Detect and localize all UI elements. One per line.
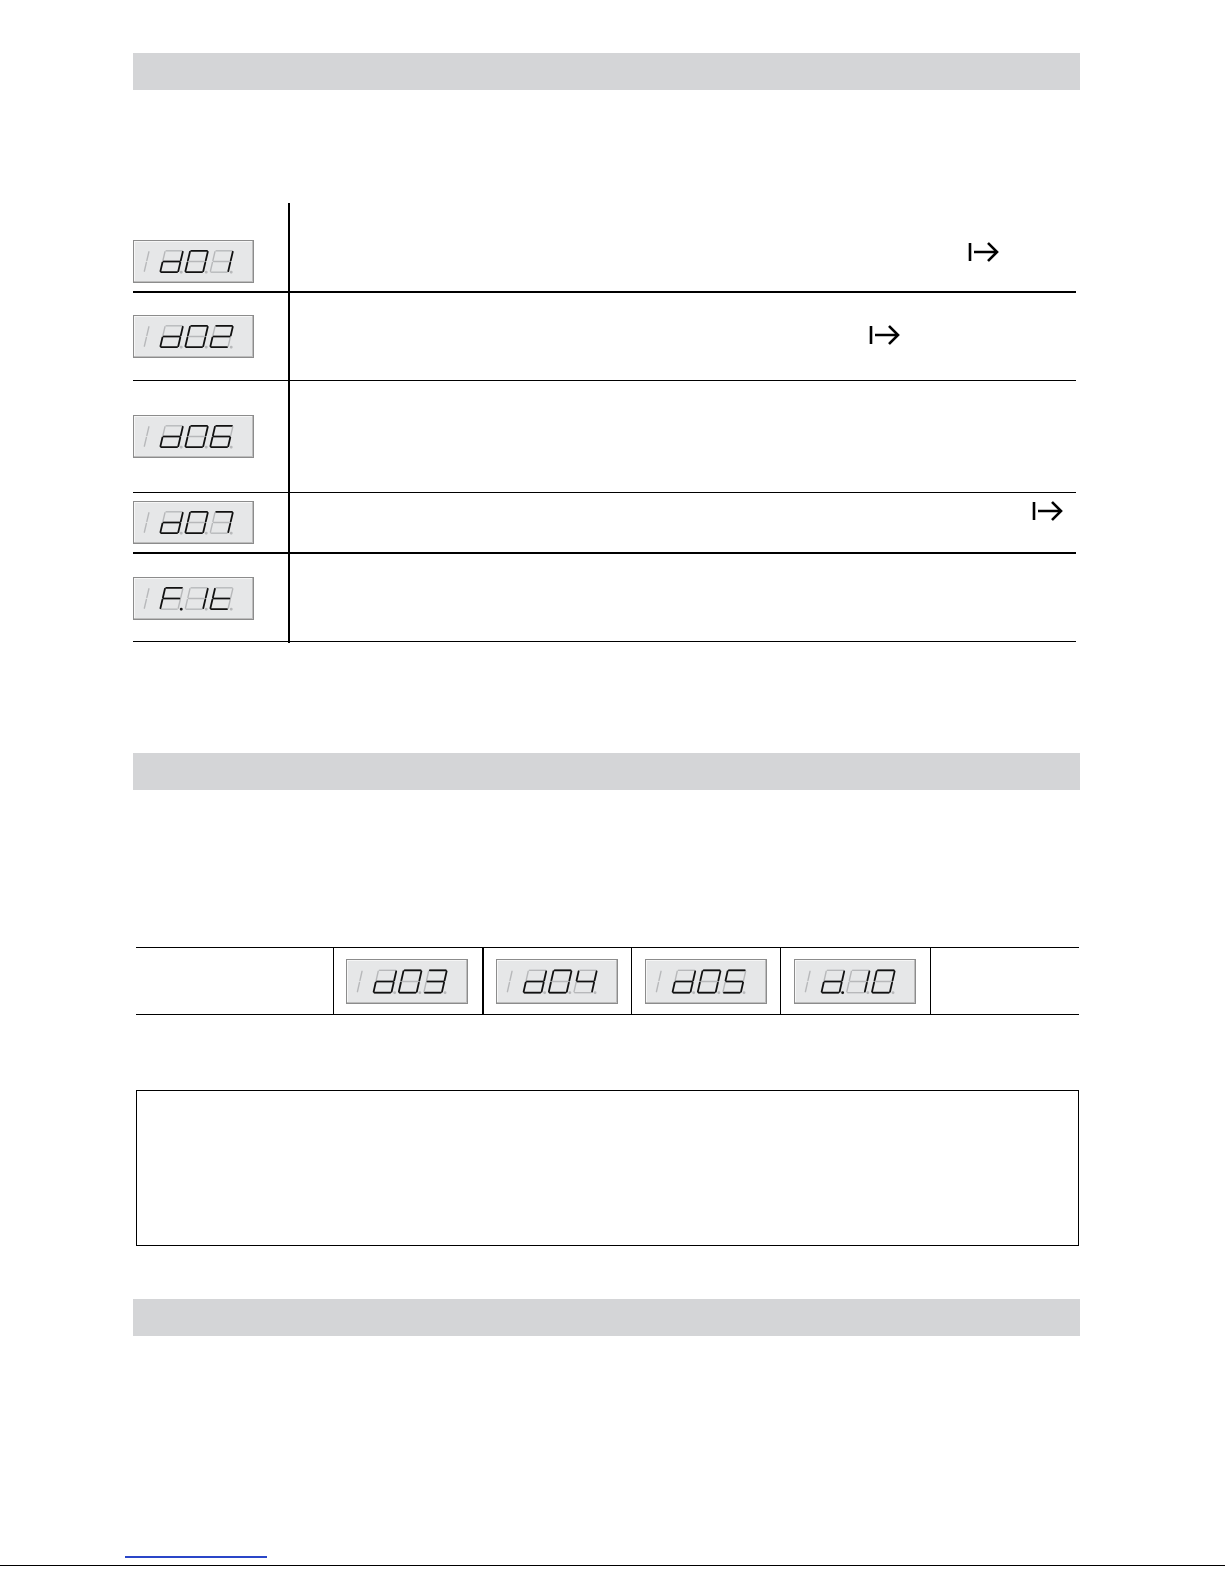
decimal-point-unlit <box>866 991 869 994</box>
display-row-divider <box>631 947 632 1015</box>
lit-segment <box>185 338 187 347</box>
display-d07 <box>133 501 254 544</box>
decimal-point-unlit <box>594 991 597 994</box>
decimal-point-unlit <box>205 532 208 535</box>
unlit-segment <box>656 983 658 992</box>
display-d02 <box>133 315 254 358</box>
right-arrow-from-bar-icon <box>868 324 902 346</box>
unlit-segment <box>213 327 215 336</box>
lit-segment <box>188 513 190 522</box>
unlit-segment <box>228 600 230 609</box>
lit-segment <box>822 983 824 992</box>
lit-segment <box>185 438 187 447</box>
lit-segment <box>181 513 183 522</box>
unlit-segment <box>213 252 215 261</box>
unlit-segment <box>147 513 149 522</box>
unlit-segment <box>805 983 807 992</box>
unlit-segment <box>507 983 509 992</box>
unlit-segment <box>824 971 826 980</box>
lit-segment <box>203 438 205 447</box>
unlit-segment <box>231 427 233 436</box>
unlit-segment <box>849 971 851 980</box>
lit-segment <box>698 983 700 992</box>
lit-segment <box>549 983 551 992</box>
unlit-segment <box>210 524 212 533</box>
unlit-segment <box>181 589 183 598</box>
lit-segment <box>181 252 183 261</box>
seven-segment-display-icon <box>795 960 915 1003</box>
lit-segment <box>163 589 165 598</box>
display-d03 <box>346 959 468 1004</box>
display-row-divider <box>482 947 484 1015</box>
lit-segment <box>840 983 842 992</box>
unlit-segment <box>228 338 230 347</box>
lit-segment <box>178 524 180 533</box>
lit-segment <box>228 263 230 272</box>
decimal-point-unlit <box>230 346 233 349</box>
unlit-segment <box>144 263 146 272</box>
seven-segment-display-icon <box>134 502 253 543</box>
unlit-segment <box>163 427 165 436</box>
display-row-divider <box>780 947 781 1015</box>
lit-segment <box>160 338 162 347</box>
lit-segment <box>865 983 867 992</box>
unlit-segment <box>147 327 149 336</box>
decimal-point-unlit <box>418 991 421 994</box>
section-header-bar-1 <box>133 53 1080 90</box>
lit-segment <box>544 971 546 980</box>
table-row-divider <box>133 291 1076 293</box>
lit-segment <box>203 338 205 347</box>
lit-segment <box>228 524 230 533</box>
unlit-segment <box>163 513 165 522</box>
unlit-segment <box>744 971 746 980</box>
decimal-point-unlit <box>180 271 183 274</box>
unlit-segment <box>723 983 725 992</box>
decimal-point-unlit <box>393 991 396 994</box>
lit-segment <box>210 338 212 347</box>
decimal-point-unlit <box>205 346 208 349</box>
decimal-point-unlit <box>230 271 233 274</box>
lit-segment <box>718 971 720 980</box>
lit-segment <box>893 971 895 980</box>
unlit-segment <box>526 971 528 980</box>
lit-segment <box>160 600 162 609</box>
lit-segment <box>231 252 233 261</box>
decimal-point-unlit <box>444 991 447 994</box>
unlit-segment <box>144 600 146 609</box>
decimal-point-unlit <box>180 346 183 349</box>
unlit-segment <box>144 524 146 533</box>
lit-segment <box>228 438 230 447</box>
lit-segment <box>178 438 180 447</box>
lit-segment <box>726 971 728 980</box>
seven-segment-display-icon <box>134 241 253 282</box>
lit-segment <box>401 971 403 980</box>
decimal-point-unlit <box>205 446 208 449</box>
lit-segment <box>185 263 187 272</box>
lit-segment <box>203 524 205 533</box>
right-arrow-from-bar-icon <box>1031 500 1065 522</box>
decimal-point-unlit <box>717 991 720 994</box>
decimal-point-unlit <box>205 608 208 611</box>
lit-segment <box>700 971 702 980</box>
lit-segment <box>160 524 162 533</box>
unlit-segment <box>510 971 512 980</box>
note-box <box>136 1090 1079 1246</box>
decimal-point-unlit <box>743 991 746 994</box>
unlit-segment <box>147 427 149 436</box>
lit-segment <box>203 600 205 609</box>
decimal-point-unlit <box>568 991 571 994</box>
lit-segment <box>595 971 597 980</box>
unlit-segment <box>231 589 233 598</box>
lit-segment <box>419 971 421 980</box>
table-row-divider <box>133 552 1076 554</box>
lit-segment <box>188 327 190 336</box>
table-row-divider <box>133 492 1076 493</box>
seven-segment-display-icon <box>134 578 253 619</box>
lit-segment <box>875 971 877 980</box>
unlit-segment <box>847 983 849 992</box>
lit-segment <box>445 971 447 980</box>
lit-segment <box>542 983 544 992</box>
lit-segment <box>206 252 208 261</box>
display-d06 <box>133 415 254 458</box>
seven-segment-display-icon <box>347 960 467 1003</box>
lit-segment <box>577 971 579 980</box>
lit-segment <box>203 263 205 272</box>
lit-segment <box>842 971 844 980</box>
lit-segment <box>188 252 190 261</box>
table-column-divider <box>288 203 290 643</box>
right-arrow-from-bar-icon <box>967 241 1001 263</box>
lit-segment <box>569 971 571 980</box>
table-row-divider <box>133 380 1076 381</box>
table-bottom-rule <box>133 641 1076 642</box>
lit-segment <box>392 983 394 992</box>
lit-segment <box>181 427 183 436</box>
decimal-point-unlit <box>230 446 233 449</box>
lit-segment <box>867 971 869 980</box>
lit-segment <box>673 983 675 992</box>
lit-segment <box>399 983 401 992</box>
decimal-point-unlit <box>230 608 233 611</box>
lit-segment <box>178 263 180 272</box>
lit-segment <box>716 983 718 992</box>
lit-segment <box>231 327 233 336</box>
decimal-point-unlit <box>205 271 208 274</box>
lit-segment <box>417 983 419 992</box>
seven-segment-display-icon <box>497 960 617 1003</box>
display-row-divider <box>333 947 334 1015</box>
lit-segment <box>551 971 553 980</box>
lit-segment <box>394 971 396 980</box>
display-row-top-rule <box>136 947 1079 948</box>
lit-segment <box>206 427 208 436</box>
lit-segment <box>567 983 569 992</box>
lit-segment <box>691 983 693 992</box>
unlit-segment <box>188 589 190 598</box>
seven-segment-display-icon <box>646 960 766 1003</box>
display-f1t <box>133 577 254 620</box>
lit-segment <box>210 600 212 609</box>
lit-segment <box>185 524 187 533</box>
display-row-divider <box>930 947 931 1015</box>
decimal-point-unlit <box>180 532 183 535</box>
unlit-segment <box>675 971 677 980</box>
display-row-bottom-rule <box>136 1014 1079 1015</box>
lit-segment <box>890 983 892 992</box>
unlit-segment <box>163 327 165 336</box>
display-d04 <box>496 959 618 1004</box>
unlit-segment <box>210 263 212 272</box>
decimal-point-unlit <box>892 991 895 994</box>
lit-segment <box>213 427 215 436</box>
unlit-segment <box>147 252 149 261</box>
unlit-segment <box>144 438 146 447</box>
page-bottom-rule <box>0 1565 1225 1566</box>
section-header-bar-3 <box>133 1299 1080 1336</box>
lit-segment <box>524 983 526 992</box>
seven-segment-display-icon <box>134 416 253 457</box>
unlit-segment <box>163 252 165 261</box>
unlit-segment <box>424 983 426 992</box>
decimal-point-unlit <box>543 991 546 994</box>
decimal-point-unlit <box>692 991 695 994</box>
lit-segment <box>741 983 743 992</box>
display-d05 <box>645 959 767 1004</box>
decimal-point-lit <box>180 608 183 611</box>
seven-segment-display-icon <box>134 316 253 357</box>
unlit-segment <box>357 983 359 992</box>
lit-segment <box>206 327 208 336</box>
unlit-segment <box>376 971 378 980</box>
lit-segment <box>872 983 874 992</box>
unlit-segment <box>185 600 187 609</box>
unlit-segment <box>147 589 149 598</box>
lit-segment <box>181 327 183 336</box>
unlit-segment <box>659 971 661 980</box>
lit-segment <box>206 513 208 522</box>
display-d01 <box>133 240 254 283</box>
unlit-segment <box>427 971 429 980</box>
decimal-point-unlit <box>230 532 233 535</box>
section-header-bar-2 <box>133 753 1080 790</box>
decimal-point-unlit <box>180 446 183 449</box>
unlit-segment <box>808 971 810 980</box>
display-d10 <box>794 959 916 1004</box>
lit-segment <box>592 983 594 992</box>
lit-segment <box>213 589 215 598</box>
lit-segment <box>206 589 208 598</box>
lit-segment <box>442 983 444 992</box>
unlit-segment <box>213 513 215 522</box>
lit-segment <box>188 427 190 436</box>
unlit-segment <box>574 983 576 992</box>
decimal-point-lit <box>841 991 844 994</box>
lit-segment <box>374 983 376 992</box>
unlit-segment <box>144 338 146 347</box>
lit-segment <box>178 338 180 347</box>
lit-segment <box>210 438 212 447</box>
lit-segment <box>160 263 162 272</box>
lit-segment <box>231 513 233 522</box>
lit-segment <box>160 438 162 447</box>
unlit-segment <box>360 971 362 980</box>
unlit-segment <box>178 600 180 609</box>
lit-segment <box>693 971 695 980</box>
footer-link-underline[interactable] <box>125 1556 267 1558</box>
